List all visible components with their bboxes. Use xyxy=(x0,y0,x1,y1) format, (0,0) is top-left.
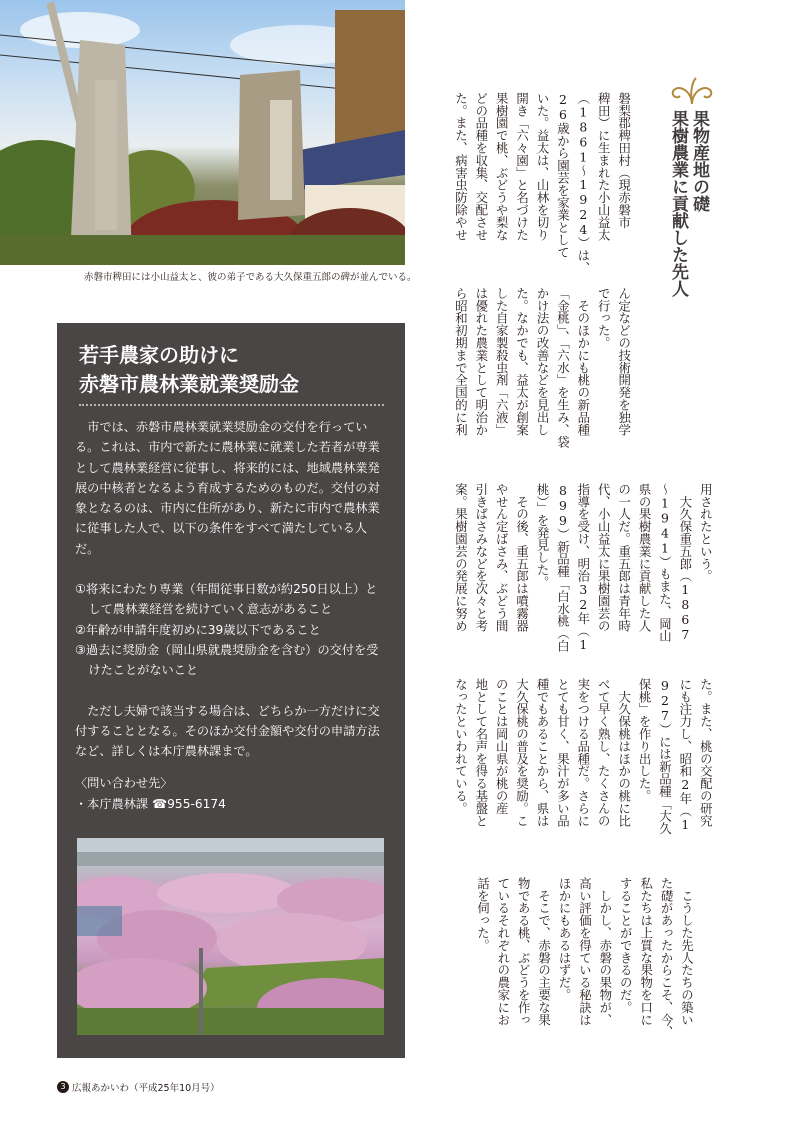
box-title xyxy=(79,341,299,399)
article-column-2: ん定などの技術開発を独学 で行った。 そのほかにも桃の新品種 「金桃」、「六水」を生み、袋 かけ法の改善などを見出し た。なかでも、益太が創案 した自家製殺虫剤「六液」 は優れた農業として明治か ら昭和初期まで全国的に利 xyxy=(453,287,632,449)
article-column-1: 磐梨郡稗田村（現赤磐市 稗田）に生まれた小山益太 （1861〜1924）は、 26歳から園芸を家業として いた。益太は、山林を切り 開き「六々園」と名づけた 果樹園で桃、ぶどうや梨な どの品種を収集、交配させ た。また、病害虫防除やせ xyxy=(453,92,632,274)
article-column-4: た。また、桃の交配の研究 にも注力し、昭和2年（1 927）には新品種「大久 保桃」を作り出した。 大久保桃はほかの桃に比 べて早く熟し、たくさんの 実をつける品種だ。さらに とても甘く、果汁が多い品 種でもあることから、県は 大久保桃の普及を奨励。こ のことは岡山県が桃の産 地として名声を得る基盤と なったといわれている。 xyxy=(453,678,714,835)
box-title-line-2: 赤磐市農林業就業奨励金 xyxy=(79,372,299,396)
dotted-divider xyxy=(79,404,384,406)
monuments-illustration xyxy=(0,0,405,265)
box-title-line-1: 若手農家の助けに xyxy=(79,343,239,367)
peach-orchard-photo xyxy=(77,838,384,1035)
article-column-3: 用されたという。 大久保重五郎（1867 〜1941）もまた、岡山 県の果樹農業に貢献した人 の一人だ。重五郎は青年時 代、小山益太に果樹園芸の 指導を受け、明治32年（1 899）新品種「白水桃（白 桃）」を発見した。 その後、重五郎は噴霧器 やせん定ばさみ、ぶどう間 引きばさみなどを次々と考 案。果樹園芸の発展に努め xyxy=(453,483,714,652)
contact-info: ・本庁農林課 ☎955-6174 xyxy=(75,796,226,811)
photo-caption: 赤磐市稗田には小山益太と、彼の弟子である大久保重五郎の碑が並んでいる。 xyxy=(84,272,417,283)
page-footer xyxy=(57,1080,220,1094)
monuments-photo xyxy=(0,0,405,265)
article-column-5: こうした先人たちの築い た礎があったからこそ、今、 私たちは上質な果物を口に することができるのだ。 しかし、赤磐の果物が、 高い評価を得ている秘訣は ほかにもあるはずだ。 そこで、赤磐の主要な果 物である桃、ぶどうを作っ ているそれぞれの農家にお 話を伺った。 xyxy=(475,877,695,1039)
article-heading: 果物産地の礎 果樹農業に貢献した先人 xyxy=(668,110,709,297)
contact-heading: 〈問い合わせ先〉 xyxy=(75,776,173,791)
ornament-icon xyxy=(670,74,714,108)
publication-name: 広報あかいわ（平成25年10月号） xyxy=(72,1083,220,1094)
box-intro: 市では、赤磐市農林業就業奨励金の交付を行っている。これは、市内で新たに農林業に就業した若者が専業として農林業経営に従事し、将来的には、地域農林業発展の中核者となるよう育成するためのものだ。交付の対象となるのは、市内に住所があり、新たに市内で農林業に従事した人で、以下の条件をすべて満たしている人だ。 xyxy=(75,420,380,556)
peach-orchard-illustration xyxy=(77,838,384,1035)
condition-list xyxy=(75,579,389,680)
condition-item: ①将来にわたり専業（年間従事日数が約250日以上）として農林業経営を続けていく意志があること xyxy=(75,582,378,617)
box-body xyxy=(75,417,389,814)
condition-item: ②年齢が申請年度初めに39歳以下であること xyxy=(75,622,321,637)
box-note: ただし夫婦で該当する場合は、どちらか一方だけに交付することとなる。そのほか交付金額や交付の申請方法など、詳しくは本庁農林課まで。 xyxy=(75,703,380,759)
page-number: 3 xyxy=(57,1081,69,1093)
condition-item: ③過去に奨励金（岡山県就農奨励金を含む）の交付を受けたことがないこと xyxy=(75,642,379,678)
subsidy-info-box xyxy=(57,323,405,1058)
